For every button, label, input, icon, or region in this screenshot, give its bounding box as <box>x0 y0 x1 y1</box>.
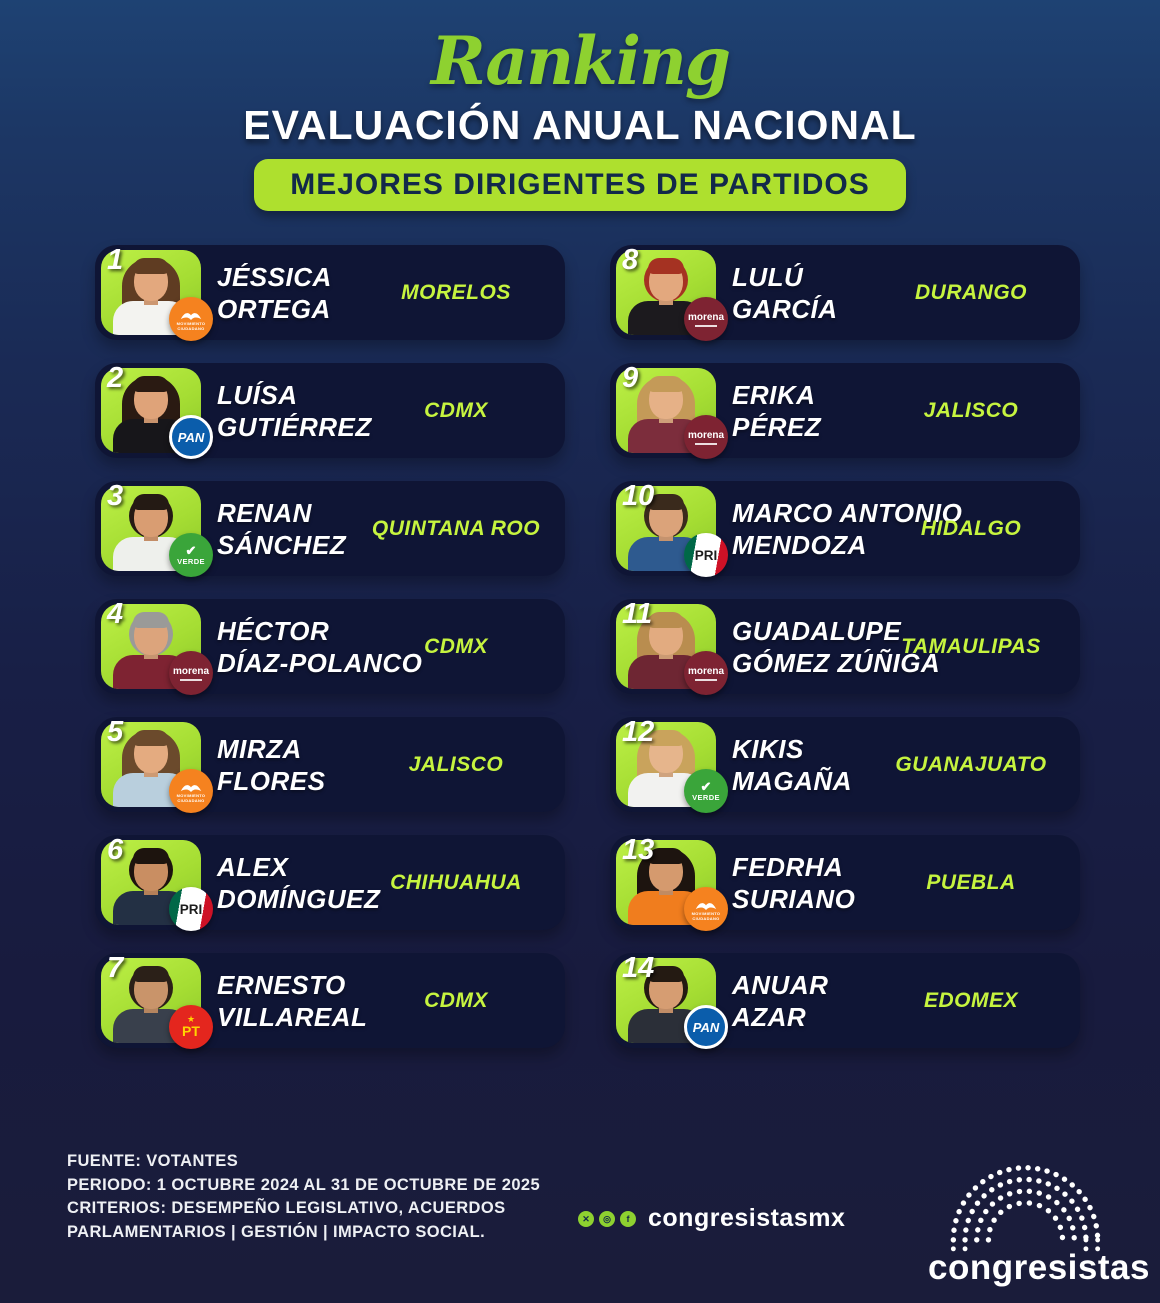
leader-name: ANUAR AZAR <box>732 969 829 1032</box>
leader-name: ERIKA PÉREZ <box>732 379 822 442</box>
rank-number: 14 <box>622 952 655 984</box>
leader-photo <box>616 834 721 925</box>
leader-name: LUÍSA GUTIÉRREZ <box>217 379 372 442</box>
leader-state: MORELOS <box>401 280 511 304</box>
party-badge-pan: PAN <box>684 1005 728 1049</box>
rank-number: 5 <box>107 716 124 748</box>
party-badge-pan: PAN <box>169 415 213 459</box>
leader-photo <box>101 716 206 807</box>
ranking-card-1 <box>95 245 565 340</box>
ranking-card-7 <box>95 953 565 1048</box>
ranking-card-10 <box>610 481 1080 576</box>
ranking-card-11 <box>610 599 1080 694</box>
ranking-card-2 <box>95 363 565 458</box>
social-icons <box>578 1211 636 1227</box>
leader-photo <box>616 952 720 1043</box>
rank-number: 9 <box>622 362 639 394</box>
party-badge-mc: MOVIMIENTO CIUDADANO <box>169 769 213 813</box>
party-badge-pri: PRI <box>169 887 213 931</box>
ranking-card-3 <box>95 481 565 576</box>
leader-state: CDMX <box>424 398 488 422</box>
avatar-fringe <box>648 258 684 274</box>
party-badge-morena: morena <box>684 651 728 695</box>
morena-subline <box>695 443 717 445</box>
verde-bird-icon: ✔ <box>700 779 712 794</box>
leader-state: CHIHUAHUA <box>390 870 522 894</box>
leader-photo <box>101 480 205 571</box>
rank-number: 8 <box>622 244 639 276</box>
leader-state: PUEBLA <box>926 870 1016 894</box>
leader-state: QUINTANA ROO <box>371 516 541 540</box>
ranking-card-14 <box>610 953 1080 1048</box>
source-line: CRITERIOS: DESEMPEÑO LEGISLATIVO, ACUERDOS <box>67 1199 506 1217</box>
avatar-fringe <box>133 730 169 746</box>
party-badge-verde: ✔ VERDE <box>169 533 213 577</box>
rank-number: 13 <box>622 834 655 866</box>
rank-number: 12 <box>622 716 655 748</box>
avatar-fringe <box>133 376 169 392</box>
page-title: EVALUACIÓN ANUAL NACIONAL <box>243 102 917 148</box>
leader-name: HÉCTOR DÍAZ-POLANCO <box>217 615 423 678</box>
leader-photo <box>101 598 210 689</box>
script-title: Ranking <box>430 22 730 100</box>
avatar-fringe <box>648 376 684 392</box>
leader-photo <box>616 716 720 807</box>
party-badge-mc: MOVIMIENTO CIUDADANO <box>169 297 213 341</box>
congresistas-logo <box>928 1138 1150 1288</box>
leader-state: CDMX <box>424 988 488 1012</box>
rank-number: 6 <box>107 834 124 866</box>
leader-state: EDOMEX <box>923 988 1018 1012</box>
party-badge-verde: ✔ VERDE <box>684 769 728 813</box>
leader-photo <box>101 244 206 335</box>
leader-photo <box>101 952 201 1043</box>
ranking-card-12 <box>610 717 1080 812</box>
party-badge-pt: ★ PT <box>169 1005 213 1049</box>
ranking-grid <box>95 245 1080 1048</box>
leader-state: HIDALGO <box>920 516 1022 540</box>
leader-state: GUANAJUATO <box>895 752 1047 776</box>
party-badge-pri: PRI <box>684 533 728 577</box>
source-notes <box>67 1150 540 1244</box>
ranking-card-13 <box>610 835 1080 930</box>
social-handle-row <box>578 1204 845 1233</box>
pt-star-icon: ★ <box>186 1014 196 1024</box>
social-handle: congresistasmx <box>648 1204 846 1232</box>
leader-name: RENAN SÁNCHEZ <box>217 497 347 560</box>
ranking-card-5 <box>95 717 565 812</box>
leader-name: MARCO ANTONIO MENDOZA <box>732 497 963 560</box>
leader-name: MIRZA FLORES <box>217 733 326 796</box>
leader-photo <box>101 834 203 925</box>
avatar-fringe <box>133 258 169 274</box>
rank-number: 2 <box>107 362 124 394</box>
avatar-fringe <box>133 612 169 628</box>
mc-eagle-icon <box>179 780 203 793</box>
subtitle-pill: MEJORES DIRIGENTES DE PARTIDOS <box>254 159 906 211</box>
rank-number: 7 <box>107 952 124 984</box>
leader-name: GUADALUPE GÓMEZ ZÚÑIGA <box>732 615 941 678</box>
avatar-fringe <box>648 612 684 628</box>
rank-number: 11 <box>622 598 653 630</box>
leader-name: ALEX DOMÍNGUEZ <box>217 851 381 914</box>
logo-wordmark: congresistas <box>928 1248 1150 1287</box>
party-badge-morena: morena <box>684 415 728 459</box>
rank-number: 10 <box>622 480 655 512</box>
rank-number: 1 <box>107 244 124 276</box>
rank-number: 3 <box>107 480 124 512</box>
ranking-card-8 <box>610 245 1080 340</box>
instagram-icon: ◎ <box>599 1211 615 1227</box>
leader-state: TAMAULIPAS <box>901 634 1041 658</box>
x-icon: ✕ <box>578 1211 594 1227</box>
morena-subline <box>695 679 717 681</box>
rank-number: 4 <box>107 598 124 630</box>
leader-photo <box>616 598 725 689</box>
leader-state: DURANGO <box>915 280 1027 304</box>
party-badge-morena: morena <box>684 297 728 341</box>
source-line: PERIODO: 1 OCTUBRE 2024 AL 31 DE OCTUBRE DE 2025 <box>67 1175 541 1194</box>
leader-name: ERNESTO VILLAREAL <box>217 969 368 1032</box>
mc-eagle-icon <box>694 898 718 911</box>
ranking-card-4 <box>95 599 565 694</box>
leader-state: JALISCO <box>923 398 1019 422</box>
leader-photo <box>101 362 205 453</box>
leader-name: LULÚ GARCÍA <box>732 261 838 324</box>
leader-photo <box>616 480 718 571</box>
party-badge-mc: MOVIMIENTO CIUDADANO <box>684 887 728 931</box>
leader-name: JÉSSICA ORTEGA <box>217 261 332 324</box>
verde-bird-icon: ✔ <box>185 543 197 558</box>
leader-name: KIKIS MAGAÑA <box>732 733 852 796</box>
ranking-card-9 <box>610 363 1080 458</box>
avatar-fringe <box>133 966 169 982</box>
morena-subline <box>180 679 202 681</box>
leader-name: FEDRHA SURIANO <box>732 851 856 914</box>
leader-state: JALISCO <box>408 752 504 776</box>
avatar-fringe <box>133 848 169 864</box>
mc-eagle-icon <box>179 308 203 321</box>
header <box>0 22 1160 211</box>
leader-state: CDMX <box>424 634 488 658</box>
ranking-card-6 <box>95 835 565 930</box>
source-line: PARLAMENTARIOS | GESTIÓN | IMPACTO SOCIAL. <box>67 1222 486 1241</box>
avatar-fringe <box>133 494 169 510</box>
leader-photo <box>616 244 725 335</box>
parliament-arch-icon <box>928 1138 1123 1256</box>
leader-photo <box>616 362 725 453</box>
morena-subline <box>695 325 717 327</box>
facebook-icon: f <box>620 1211 636 1227</box>
source-line: FUENTE: VOTANTES <box>67 1152 239 1170</box>
party-badge-morena: morena <box>169 651 213 695</box>
